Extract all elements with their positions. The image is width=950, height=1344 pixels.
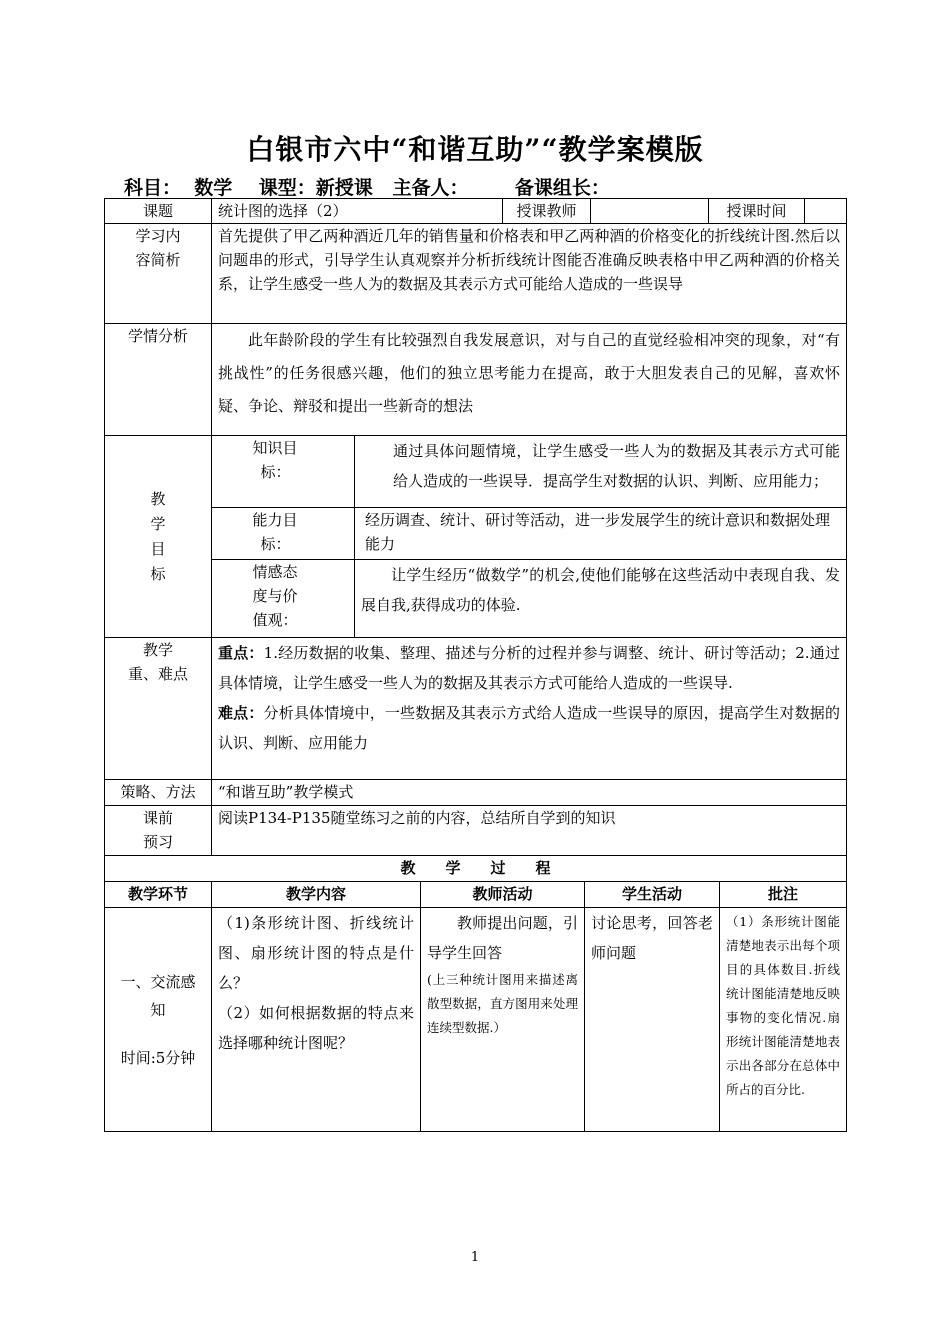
process-header-stage: 教学环节	[105, 882, 212, 908]
lesson-plan-table	[104, 198, 847, 856]
student-analysis-label: 学情分析	[105, 324, 212, 436]
content-summary-label-line1: 学习内	[135, 227, 181, 245]
key-point-label: 重点：	[218, 644, 264, 662]
key-points-label-line1: 教学	[142, 641, 173, 659]
remark-cell: （1）条形统计图能清楚地表示出每个项目的具体数目.折线统计图能清楚地反映事物的变化情况.扇形统计图能清楚地表示出各部分在总体中所占的百分比.	[720, 908, 847, 1132]
content-question-2: （2）如何根据数据的特点来选择哪种统计图呢？	[218, 1004, 414, 1052]
preview-text: 阅读P134-P135随堂练习之前的内容，总结所自学到的知识	[212, 806, 847, 856]
content-summary-text: 首先提供了甲乙两种酒近几年的销售量和价格表和甲乙两种酒的价格变化的折线统计图.然后以问题串的形式，引导学生认真观察并分析折线统计图能否准确反映表格中甲乙两种酒的价格关系，让学生感受一些人为的数据及其表示方式可能给人造成的一些误导	[212, 224, 847, 324]
time-value	[805, 199, 847, 224]
key-points-label-line2: 重、难点	[127, 665, 188, 683]
teacher-value	[591, 199, 709, 224]
time-label: 授课时间	[709, 199, 805, 224]
emotion-label-line2: 度与价	[252, 587, 298, 605]
topic-value: 统计图的选择（2）	[212, 199, 503, 224]
ability-label-line1: 能力目	[252, 511, 298, 529]
content-question-1: （1)条形统计图、折线统计图、扇形统计图的特点是什么？	[218, 914, 414, 992]
knowledge-text: 通过具体问题情境，让学生感受一些人为的数据及其表示方式可能给人造成的一些误导．提高学生对数据的认识、判断、应用能力；	[355, 436, 847, 508]
knowledge-label	[245, 436, 355, 508]
process-header-student: 学生活动	[585, 882, 720, 908]
key-point-text: 1.经历数据的收集、整理、描述与分析的过程并参与调整、统计、研讨等活动；2.通过具体情境，让学生感受一些人为的数据及其表示方式可能给人造成的一些误导.	[218, 644, 840, 692]
page-number: 1	[470, 1250, 480, 1265]
ability-label-line2: 标：	[260, 535, 291, 553]
emotion-label-line3: 值观：	[252, 611, 298, 629]
document-title: 白银市六中“和谐互助”“教学案模版	[246, 133, 704, 166]
preview-label-line2: 预习	[142, 833, 173, 851]
objectives-spacer-2	[212, 508, 245, 560]
content-summary-label-line2: 容简析	[135, 251, 181, 269]
teaching-process-table	[104, 855, 847, 1132]
ability-text: 经历调查、统计、研讨等活动，进一步发展学生的统计意识和数据处理能力	[355, 508, 847, 560]
process-header-remark: 批注	[720, 882, 847, 908]
teacher-activity-cell	[421, 908, 585, 1132]
emotion-label-line1: 情感态	[252, 563, 298, 581]
stage-time: 时间:5分钟	[120, 1048, 196, 1067]
emotion-label	[245, 560, 355, 638]
teacher-activity-note: (上三种统计图用来描述离散型数据，直方图用来处理连续型数据.）	[427, 972, 578, 1035]
difficult-point-label: 难点：	[218, 704, 264, 722]
stage-name-line1: 一、交流感	[120, 972, 196, 991]
stage-cell	[105, 908, 212, 1132]
key-points-text	[212, 638, 847, 780]
emotion-text: 让学生经历“做数学”的机会,使他们能够在这些活动中表现自我、发展自我,获得成功的体验.	[355, 560, 847, 638]
topic-label: 课题	[105, 199, 212, 224]
document-meta-line: 科目： 数学 课型：新授课 主备人： 备课组长：	[124, 177, 610, 199]
objectives-spacer	[212, 436, 245, 508]
teacher-label: 授课教师	[503, 199, 591, 224]
strategy-text: “和谐互助”教学模式	[212, 780, 847, 806]
ability-label	[245, 508, 355, 560]
student-analysis-text: 此年龄阶段的学生有比较强烈自我发展意识，对与自己的直觉经验相冲突的现象，对“有挑战性”的任务很感兴趣，他们的独立思考能力在提高，敢于大胆发表自己的见解，喜欢怀疑、争论、辩驳和提出一些新奇的想法	[212, 324, 847, 436]
process-header-content: 教学内容	[212, 882, 421, 908]
student-activity-cell: 讨论思考，回答老师问题	[585, 908, 720, 1132]
process-header-teacher: 教师活动	[421, 882, 585, 908]
key-points-label	[105, 638, 212, 780]
preview-label	[105, 806, 212, 856]
content-summary-label	[105, 224, 212, 324]
knowledge-label-line2: 标：	[260, 463, 291, 481]
knowledge-label-line1: 知识目	[252, 439, 298, 457]
objectives-label	[105, 436, 212, 638]
teacher-activity-main: 教师提出问题，引导学生回答	[427, 914, 578, 962]
preview-label-line1: 课前	[142, 809, 173, 827]
objectives-spacer-3	[212, 560, 245, 638]
content-cell	[212, 908, 421, 1132]
process-title: 教 学 过 程	[105, 856, 847, 882]
objectives-label-text: 教学目标	[150, 489, 166, 583]
stage-name-line2: 知	[150, 1000, 166, 1019]
strategy-label: 策略、方法	[105, 780, 212, 806]
difficult-point-text: 分析具体情境中，一些数据及其表示方式给人造成一些误导的原因，提高学生对数据的认识、判断、应用能力	[218, 704, 840, 752]
